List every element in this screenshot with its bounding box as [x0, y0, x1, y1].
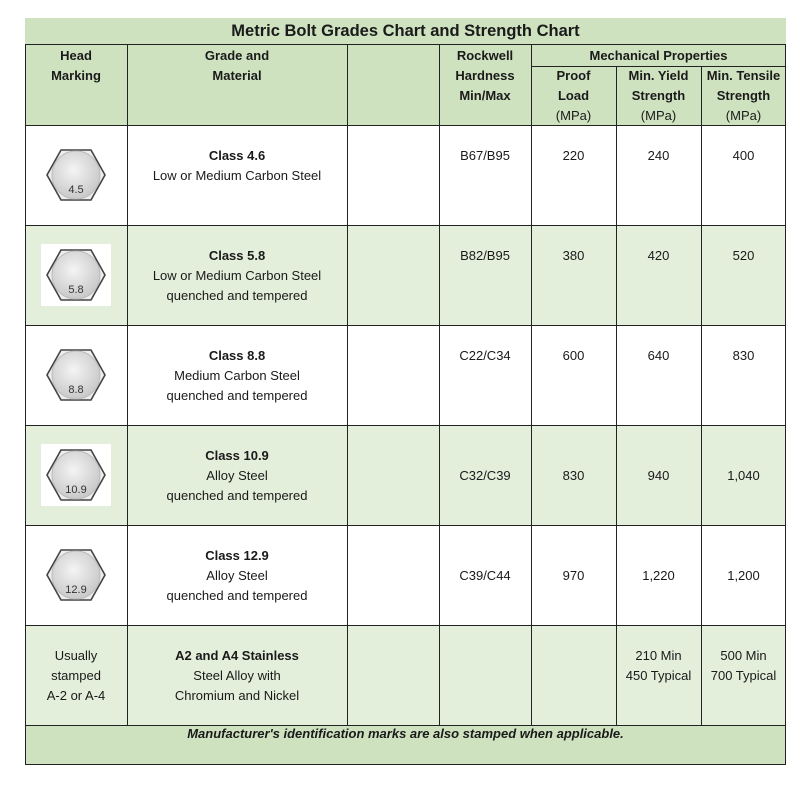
- header-rockwell: Rockwell Hardness Min/Max: [439, 45, 531, 125]
- grid-line: [25, 725, 26, 765]
- grid-line: [25, 325, 786, 326]
- grid-line: [701, 66, 702, 725]
- header-grade-material: Grade and Material: [127, 45, 347, 125]
- grid-line: [25, 45, 26, 725]
- proof-load-cell: [531, 625, 616, 725]
- svg-text:10.9: 10.9: [65, 484, 87, 496]
- header-mechanical-properties: Mechanical Properties: [531, 45, 786, 66]
- bolt-head-icon: [41, 244, 111, 306]
- header-proof-load: Proof Load (MPa): [531, 66, 616, 125]
- header-min-tensile: Min. Tensile Strength (MPa): [701, 66, 786, 125]
- min-tensile-cell: 500 Min 700 Typical: [710, 648, 777, 683]
- proof-load-cell: 220: [562, 148, 585, 163]
- rockwell-cell: C39/C44: [459, 568, 511, 583]
- bolt-head-icon: [41, 344, 111, 406]
- min-tensile-cell: 400: [732, 148, 755, 163]
- grid-line: [785, 45, 786, 765]
- header-min-yield: Min. Yield Strength (MPa): [616, 66, 701, 125]
- footer-note: Manufacturer's identification marks are also stamped when applicable.: [25, 725, 786, 765]
- grade-cell: Class 5.8 Low or Medium Carbon Steel quenched and tempered: [152, 248, 322, 303]
- header-empty: [347, 45, 439, 125]
- bolt-head-icon: [41, 144, 111, 206]
- header-head-marking: Head Marking: [25, 45, 127, 125]
- head-marking-cell: [25, 325, 127, 425]
- svg-text:12.9: 12.9: [65, 584, 87, 596]
- grid-line: [531, 66, 786, 67]
- rockwell-cell: B67/B95: [460, 148, 510, 163]
- grid-line: [25, 725, 786, 726]
- rockwell-cell: C22/C34: [459, 348, 511, 363]
- min-tensile-cell: 1,200: [727, 568, 760, 583]
- min-tensile-cell: 830: [732, 348, 755, 363]
- bolt-head-icon: [41, 544, 111, 606]
- proof-load-cell: 830: [562, 468, 585, 483]
- head-marking-cell: Usually stamped A-2 or A-4: [46, 648, 106, 703]
- bolt-head-icon: [41, 444, 111, 506]
- svg-text:8.8: 8.8: [68, 384, 84, 396]
- min-tensile-cell: 520: [732, 248, 755, 263]
- grade-cell: Class 4.6 Low or Medium Carbon Steel: [152, 148, 322, 183]
- grade-cell: A2 and A4 Stainless Steel Alloy with Chromium and Nickel: [174, 648, 300, 703]
- min-yield-cell: 210 Min 450 Typical: [625, 648, 692, 683]
- grade-cell: Class 12.9 Alloy Steel quenched and tempered: [166, 548, 308, 603]
- svg-text:5.8: 5.8: [68, 284, 84, 296]
- grid-line: [531, 45, 532, 725]
- grid-line: [347, 45, 348, 725]
- grid-line: [439, 45, 440, 725]
- min-yield-cell: 940: [647, 468, 670, 483]
- grid-line: [25, 225, 786, 226]
- grid-line: [127, 45, 128, 725]
- min-yield-cell: 240: [647, 148, 670, 163]
- head-marking-cell: [25, 125, 127, 225]
- proof-load-cell: 970: [562, 568, 585, 583]
- min-yield-cell: 1,220: [642, 568, 675, 583]
- head-marking-cell: [25, 525, 127, 625]
- svg-text:4.5: 4.5: [68, 184, 84, 196]
- proof-load-cell: 380: [562, 248, 585, 263]
- min-tensile-cell: 1,040: [727, 468, 760, 483]
- rockwell-cell: C32/C39: [459, 468, 511, 483]
- grade-cell: Class 10.9 Alloy Steel quenched and tempered: [166, 448, 308, 503]
- bolt-grades-table: [25, 18, 786, 765]
- grid-line: [25, 525, 786, 526]
- min-yield-cell: 640: [647, 348, 670, 363]
- head-marking-cell: [25, 425, 127, 525]
- rockwell-cell: B82/B95: [460, 248, 510, 263]
- head-marking-cell: [25, 225, 127, 325]
- grid-line: [616, 66, 617, 725]
- proof-load-cell: 600: [562, 348, 585, 363]
- min-yield-cell: 420: [647, 248, 670, 263]
- grid-line: [25, 625, 786, 626]
- grade-cell: Class 8.8 Medium Carbon Steel quenched and tempered: [166, 348, 308, 403]
- grid-line: [25, 764, 786, 765]
- table-title: Metric Bolt Grades Chart and Strength Chart: [25, 18, 786, 45]
- grid-line: [25, 125, 786, 126]
- grid-line: [25, 425, 786, 426]
- rockwell-cell: [439, 625, 531, 725]
